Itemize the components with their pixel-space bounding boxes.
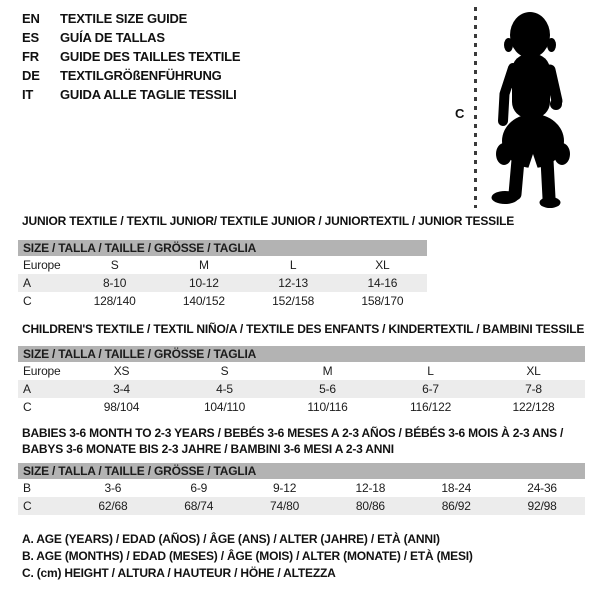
size-cell: S bbox=[110, 258, 119, 272]
size-cell: 8-10 bbox=[70, 274, 159, 292]
size-cell: 80/86 bbox=[327, 497, 413, 515]
size-cell: 140/152 bbox=[182, 294, 225, 308]
size-cell: 9-12 bbox=[272, 481, 297, 495]
table-row bbox=[18, 398, 585, 416]
language-title-list bbox=[22, 9, 240, 104]
babies-size-table bbox=[18, 463, 585, 515]
size-cell: 4-5 bbox=[173, 380, 276, 398]
lang-code: ES bbox=[22, 30, 39, 45]
size-cell: S bbox=[220, 364, 229, 378]
list-item bbox=[22, 28, 240, 47]
junior-table-title: JUNIOR TEXTILE / TEXTIL JUNIOR/ TEXTILE JUNIOR / JUNIORTEXTIL / JUNIOR TESSILE bbox=[22, 214, 515, 228]
children-table-title: CHILDREN'S TEXTILE / TEXTIL NIÑO/A / TEXTILE DES ENFANTS / KINDERTEXTIL / BAMBINI TESSILE bbox=[22, 322, 585, 336]
row-label: Europe bbox=[23, 364, 61, 378]
row-label: A bbox=[18, 274, 70, 292]
lang-code: EN bbox=[22, 11, 40, 26]
size-cell: 116/122 bbox=[409, 400, 452, 414]
table-row bbox=[18, 274, 427, 292]
size-cell: 158/170 bbox=[361, 294, 404, 308]
row-label: C bbox=[23, 294, 32, 308]
footnote-height: C. (cm) HEIGHT / ALTURA / HAUTEUR / HÖHE / ALTEZZA bbox=[22, 566, 336, 580]
size-cell: 14-16 bbox=[338, 274, 427, 292]
babies-table-title bbox=[22, 425, 563, 457]
size-cell: 128/140 bbox=[93, 294, 136, 308]
lang-code: FR bbox=[22, 49, 39, 64]
size-cell: 3-4 bbox=[70, 380, 173, 398]
legend-footnotes bbox=[22, 531, 473, 582]
size-cell: 24-36 bbox=[527, 481, 557, 495]
size-cell: 74/80 bbox=[242, 497, 328, 515]
size-cell: 18-24 bbox=[441, 481, 472, 495]
row-label: A bbox=[18, 380, 70, 398]
size-cell: 86/92 bbox=[413, 497, 499, 515]
size-cell: 110/116 bbox=[307, 400, 348, 414]
size-cell: L bbox=[427, 364, 434, 378]
list-item bbox=[22, 66, 240, 85]
size-cell: 6-9 bbox=[190, 481, 208, 495]
table-row bbox=[18, 497, 585, 515]
children-size-table bbox=[18, 346, 585, 416]
footnote-age-years: A. AGE (YEARS) / EDAD (AÑOS) / ÂGE (ANS) / ALTER (JAHRE) / ETÀ (ANNI) bbox=[22, 532, 440, 546]
size-cell: 92/98 bbox=[499, 497, 585, 515]
list-item bbox=[22, 9, 240, 28]
table-band-row bbox=[18, 463, 585, 479]
table-band-row bbox=[18, 240, 427, 256]
junior-size-table bbox=[18, 240, 427, 310]
lang-title: TEXTILGRÖßENFÜHRUNG bbox=[60, 68, 222, 83]
lang-code: DE bbox=[22, 68, 40, 83]
size-cell: XS bbox=[113, 364, 130, 378]
table-row bbox=[18, 362, 585, 380]
lang-title: TEXTILE SIZE GUIDE bbox=[60, 11, 188, 26]
height-dotted-line bbox=[474, 7, 477, 208]
size-cell: 3-6 bbox=[104, 481, 122, 495]
size-cell: 98/104 bbox=[103, 400, 140, 414]
size-cell: 7-8 bbox=[482, 380, 585, 398]
babies-table-title-line2: BABYS 3-6 MONATE BIS 2-3 JAHRE / BAMBINI 3-6 MESI A 2-3 ANNI bbox=[22, 442, 394, 456]
list-item bbox=[22, 47, 240, 66]
height-measure-label: C bbox=[455, 106, 465, 121]
size-cell: 12-18 bbox=[355, 481, 386, 495]
lang-title: GUIDA ALLE TAGLIE TESSILI bbox=[60, 87, 237, 102]
babies-table-title-line1: BABIES 3-6 MONTH TO 2-3 YEARS / BEBÉS 3-6 MESES A 2-3 AÑOS / BÉBÉS 3-6 MOIS À 2-3 ANS / bbox=[22, 426, 564, 440]
size-cell: M bbox=[198, 258, 209, 272]
row-label: B bbox=[23, 481, 31, 495]
footnote-age-months: B. AGE (MONTHS) / EDAD (MESES) / ÂGE (MOIS) / ALTER (MONATE) / ETÀ (MESI) bbox=[22, 549, 473, 563]
size-band-label: SIZE / TALLA / TAILLE / GRÖSSE / TAGLIA bbox=[18, 240, 427, 256]
size-cell: 68/74 bbox=[156, 497, 242, 515]
baby-silhouette-icon bbox=[486, 8, 580, 209]
size-cell: 104/110 bbox=[203, 400, 246, 414]
size-cell: XL bbox=[526, 364, 541, 378]
row-label: C bbox=[23, 400, 32, 414]
lang-title: GUIDE DES TAILLES TEXTILE bbox=[60, 49, 241, 64]
size-band-label: SIZE / TALLA / TAILLE / GRÖSSE / TAGLIA bbox=[18, 463, 585, 479]
row-label: C bbox=[18, 497, 70, 515]
size-cell: 152/158 bbox=[272, 294, 315, 308]
table-row bbox=[18, 256, 427, 274]
size-cell: 6-7 bbox=[379, 380, 482, 398]
row-label: Europe bbox=[23, 258, 61, 272]
size-cell: 5-6 bbox=[276, 380, 379, 398]
size-cell: L bbox=[289, 258, 297, 272]
size-cell: 122/128 bbox=[512, 400, 555, 414]
size-cell: 62/68 bbox=[70, 497, 156, 515]
lang-code: IT bbox=[22, 87, 34, 102]
lang-title: GUÍA DE TALLAS bbox=[60, 30, 165, 45]
list-item bbox=[22, 85, 240, 104]
table-row bbox=[18, 479, 585, 497]
size-cell: 12-13 bbox=[249, 274, 338, 292]
size-cell: XL bbox=[375, 258, 390, 272]
table-row bbox=[18, 380, 585, 398]
table-row bbox=[18, 292, 427, 310]
table-band-row bbox=[18, 346, 585, 362]
size-cell: 10-12 bbox=[159, 274, 248, 292]
size-band-label: SIZE / TALLA / TAILLE / GRÖSSE / TAGLIA bbox=[18, 346, 585, 362]
size-cell: M bbox=[322, 364, 333, 378]
